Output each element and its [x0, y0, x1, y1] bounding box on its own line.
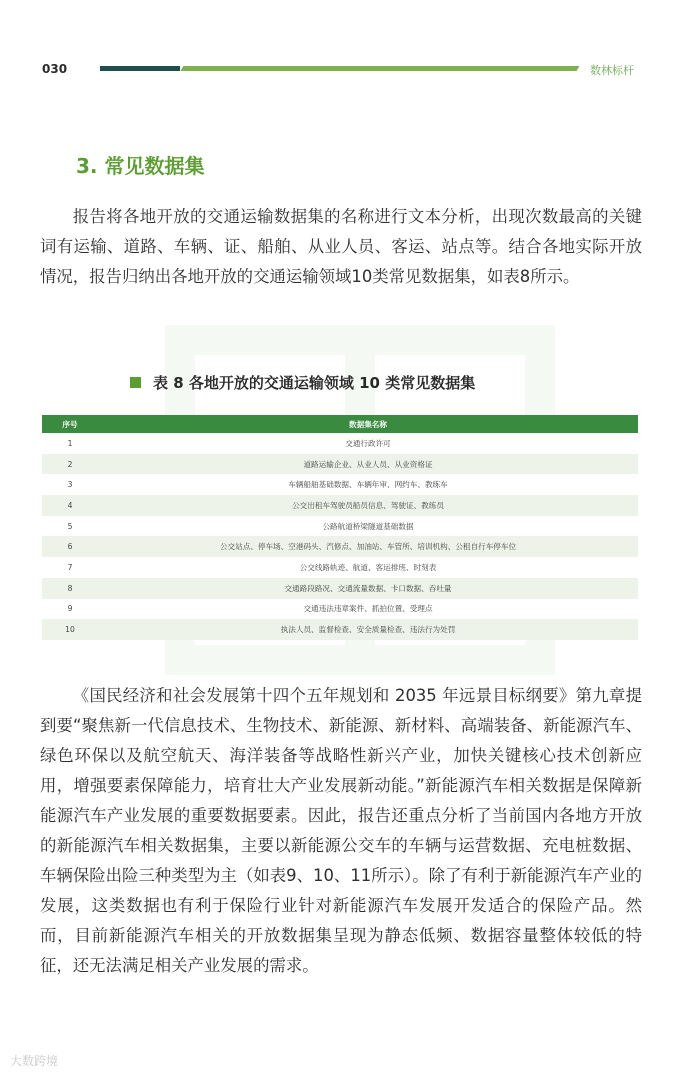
row-no: 3: [42, 474, 98, 495]
row-name: 执法人员、监督检查、安全质量检查、违法行为处罚: [98, 619, 638, 640]
row-no: 2: [42, 454, 98, 475]
row-name: 交通违法违章案件、抓拍位置、受理点: [98, 599, 638, 620]
caption-square-icon: [130, 377, 141, 388]
header-name: 数据集名称: [98, 415, 638, 433]
table-row: [42, 454, 638, 475]
dataset-table: [42, 415, 638, 640]
row-no: 6: [42, 536, 98, 557]
table-row: [42, 619, 638, 640]
table-row: [42, 433, 638, 454]
row-name: 公路航道桥梁隧道基础数据: [98, 516, 638, 537]
header-bar-dark: [100, 66, 180, 71]
section-title: 3. 常见数据集: [76, 154, 205, 178]
row-name: 公交出租车驾驶员船员信息、驾驶证、教练员: [98, 495, 638, 516]
table-header-row: [42, 415, 638, 433]
table-row: [42, 516, 638, 537]
table-caption: [130, 372, 475, 393]
table-row: [42, 536, 638, 557]
table-row: [42, 557, 638, 578]
row-name: 道路运输企业、从业人员、从业资格证: [98, 454, 638, 475]
table-row: [42, 495, 638, 516]
header-title: 数林标杆: [590, 64, 634, 77]
row-no: 7: [42, 557, 98, 578]
paragraph-nev: 《国民经济和社会发展第十四个五年规划和 2035 年远景目标纲要》第九章提到要“聚焦新一代信息技术、生物技术、新能源、新材料、高端装备、新能源汽车、绿色环保以及航空航天、海洋装备等战略性新兴产业，加快关键核心技术创新应用，增强要素保障能力，培育壮大产业发展新动能。”新能源汽车相关数据是保障新能源汽车产业发展的重要数据要素。因此，报告还重点分析了当前国内各地方开放的新能源汽车相关数据集，主要以新能源公交车的车辆与运营数据、充电桩数据、车辆保险出险三种类型为主（如表9、10、11所示）。除了有利于新能源汽车产业的发展，这类数据也有利于保险行业针对新能源汽车发展开发适合的保险产品。然而，目前新能源汽车相关的开放数据集呈现为静态低频、数据容量整体较低的特征，还无法满足相关产业发展的需求。: [40, 686, 642, 975]
page-number: 030: [42, 62, 68, 76]
row-no: 1: [42, 433, 98, 454]
row-name: 公交线路轨迹、航道、客运排班、时刻表: [98, 557, 638, 578]
row-no: 10: [42, 619, 98, 640]
paragraph-intro: 报告将各地开放的交通运输数据集的名称进行文本分析，出现次数最高的关键词有运输、道路、车辆、证、船舶、从业人员、客运、站点等。结合各地实际开放情况，报告归纳出各地开放的交通运输领域10类常见数据集，如表8所示。: [40, 207, 642, 286]
table-caption-text: 表 8 各地开放的交通运输领域 10 类常见数据集: [153, 374, 476, 392]
row-name: 公交站点、停车场、空港码头、汽修点、加油站、车管所、培训机构、公租自行车停车位: [98, 536, 638, 557]
row-name: 车辆船舶基础数据、车辆年审、网约车、教练车: [98, 474, 638, 495]
header-bar-green: [181, 66, 580, 71]
row-no: 8: [42, 578, 98, 599]
row-no: 9: [42, 599, 98, 620]
table-row: [42, 599, 638, 620]
row-no: 5: [42, 516, 98, 537]
table-row: [42, 578, 638, 599]
row-name: 交通路段路况、交通流量数据、卡口数据、吞吐量: [98, 578, 638, 599]
row-no: 4: [42, 495, 98, 516]
table-row: [42, 474, 638, 495]
header-no: 序号: [42, 415, 98, 433]
footer-logo: 大数跨境: [10, 1054, 59, 1068]
row-name: 交通行政许可: [98, 433, 638, 454]
